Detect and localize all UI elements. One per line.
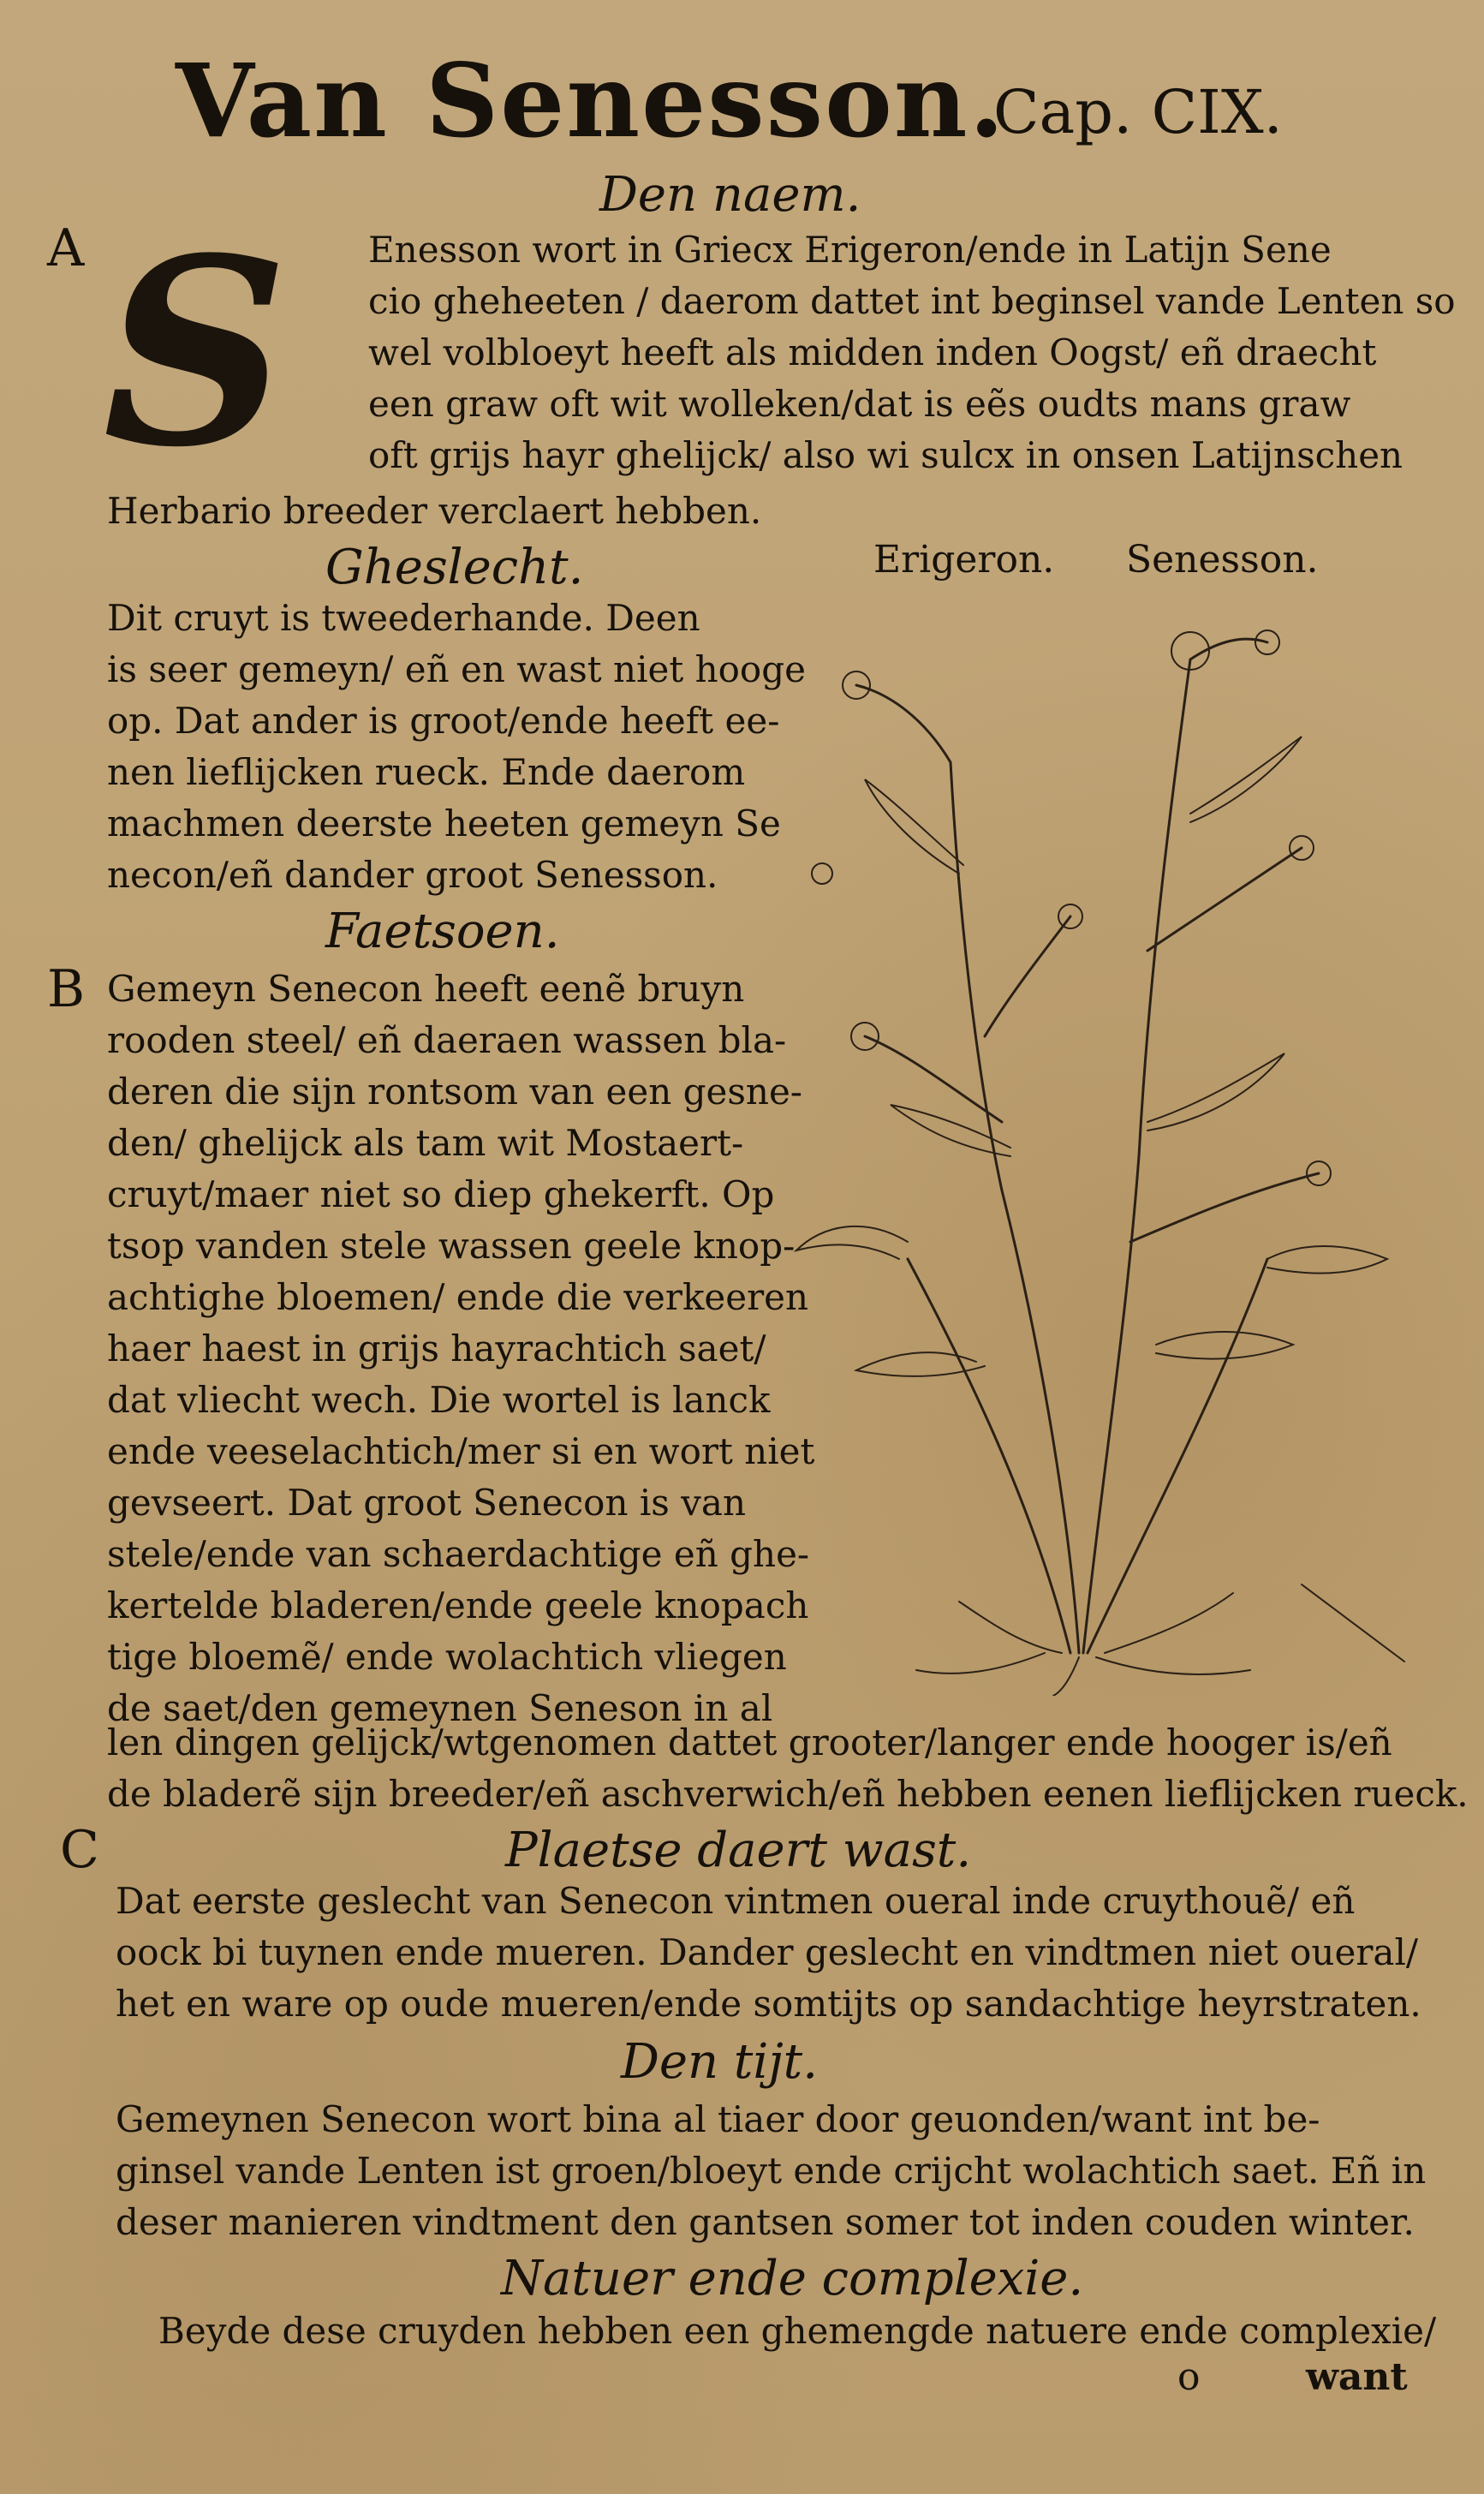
text-line: dat vliecht wech. Die wortel is lanck xyxy=(107,1379,771,1421)
chapter-number: Cap. CIX. xyxy=(993,77,1283,147)
text-line: tsop vanden stele wassen geele knop- xyxy=(107,1225,796,1267)
leaf xyxy=(1156,1332,1293,1359)
text-line: len dingen gelijck/wtgenomen dattet grooter/langer ende hooger is/eñ xyxy=(107,1721,1392,1763)
text-line: de bladerẽ sijn breeder/eñ aschverwich/eñ hebben eenen lieflijcken rueck. xyxy=(107,1773,1469,1815)
text-line: een graw oft wit wolleken/dat is eẽs oudts mans graw xyxy=(368,383,1351,425)
text-line: ende veeselachtich/mer si en wort niet xyxy=(107,1430,815,1472)
caption-senesson: Senesson. xyxy=(1126,538,1319,582)
branch xyxy=(985,916,1070,1036)
text-line: kertelde bladeren/ende geele knopach xyxy=(107,1584,809,1626)
leaf xyxy=(1190,737,1302,822)
text-line: Beyde dese cruyden hebben een ghemengde natuere ende complexie/ xyxy=(158,2310,1437,2352)
text-line: tige bloemẽ/ ende wolachtich vliegen xyxy=(107,1636,787,1678)
text-line: Gemeynen Senecon wort bina al tiaer door geuonden/want int be- xyxy=(116,2098,1320,2140)
heading-naem: Den naem. xyxy=(599,167,861,223)
running-title: Van Senesson. xyxy=(176,41,1006,160)
catchword: want xyxy=(1306,2355,1408,2399)
text-line: Herbario breeder verclaert hebben. xyxy=(107,490,762,532)
text-line: het en ware op oude mueren/ende somtijts op sandachtige heyrstraten. xyxy=(116,1983,1421,2025)
second-stem xyxy=(1083,659,1190,1653)
tijt-paragraph xyxy=(116,2094,1426,2248)
leaf xyxy=(1147,1053,1284,1131)
plaetse-paragraph xyxy=(116,1876,1421,2030)
text-line: oock bi tuynen ende mueren. Dander geslecht en vindtmen niet oueral/ xyxy=(116,1931,1419,1973)
text-line: stele/ende van schaerdachtige eñ ghe- xyxy=(107,1533,810,1575)
leaf xyxy=(1267,1246,1387,1274)
text-line: nen lieflijcken rueck. Ende daerom xyxy=(107,751,746,793)
text-line: deser manieren vindtment den gantsen somer tot inden couden winter. xyxy=(116,2201,1415,2243)
text-line: Enesson wort in Griecx Erigeron/ende in Latijn Sene xyxy=(368,229,1332,271)
text-line: cruyt/maer niet so diep ghekerft. Op xyxy=(107,1173,775,1215)
text-line: Gemeyn Senecon heeft eenẽ bruyn xyxy=(107,968,745,1010)
text-line: rooden steel/ eñ daeraen wassen bla- xyxy=(107,1019,787,1061)
heading-faetsoen: Faetsoen. xyxy=(325,904,560,959)
text-line: cio gheheeten / daerom dattet int beginsel vande Lenten so xyxy=(368,280,1456,322)
natuer-paragraph xyxy=(158,2306,1436,2357)
text-line: achtighe bloemen/ ende die verkeeren xyxy=(107,1276,809,1318)
signature-mark: o xyxy=(1177,2355,1201,2399)
main-stem xyxy=(951,762,1079,1653)
heading-tijt: Den tijt. xyxy=(621,2034,818,2090)
side-stem-right xyxy=(1088,1259,1267,1653)
text-line: deren die sijn rontsom van een gesne- xyxy=(107,1071,802,1113)
text-line: wel volbloeyt heeft als midden inden Oogst/ eñ draecht xyxy=(368,331,1377,373)
decorated-initial: S xyxy=(103,201,289,504)
naem-indented-lines xyxy=(368,224,1456,481)
root xyxy=(1302,1584,1404,1662)
text-line: ginsel vande Lenten ist groen/bloeyt ende crijcht wolachtich saet. Eñ in xyxy=(116,2150,1427,2192)
faetsoen-full-width xyxy=(107,1717,1469,1820)
faetsoen-paragraph xyxy=(107,964,814,1734)
text-line: haer haest in grijs hayrachtich saet/ xyxy=(107,1328,766,1369)
margin-letter-b: B xyxy=(47,959,86,1019)
margin-letter-a: A xyxy=(47,218,85,278)
branch xyxy=(1147,848,1302,951)
heading-natuer: Natuer ende complexie. xyxy=(501,2251,1084,2306)
leaf xyxy=(865,779,963,874)
leaf xyxy=(796,1226,908,1259)
naem-last-line xyxy=(107,486,761,537)
caption-erigeron: Erigeron. xyxy=(873,538,1055,582)
plant-woodcut-illustration xyxy=(788,591,1421,1696)
text-line: gevseert. Dat groot Senecon is van xyxy=(107,1482,746,1524)
text-line: is seer gemeyn/ eñ en wast niet hooge xyxy=(107,648,806,690)
text-line: oft grijs hayr ghelijck/ also wi sulcx in onsen Latijnschen xyxy=(368,434,1404,476)
text-line: Dat eerste geslecht van Senecon vintmen oueral inde cruythouẽ/ eñ xyxy=(116,1880,1356,1922)
text-line: den/ ghelijck als tam wit Mostaert- xyxy=(107,1122,744,1164)
text-line: de saet/den gemeynen Seneson in al xyxy=(107,1687,773,1729)
flower-head xyxy=(812,863,832,884)
upper-branch xyxy=(856,685,951,762)
geslecht-paragraph xyxy=(107,593,806,901)
branch xyxy=(1130,1173,1319,1242)
text-line: machmen deerste heeten gemeyn Se xyxy=(107,802,781,844)
heading-plaetse: Plaetse daert wast. xyxy=(505,1823,972,1878)
side-stem-left xyxy=(908,1259,1070,1653)
margin-letter-c: C xyxy=(60,1820,99,1880)
text-line: op. Dat ander is groot/ende heeft ee- xyxy=(107,700,780,742)
text-line: Dit cruyt is tweederhande. Deen xyxy=(107,597,700,639)
heading-geslecht: Gheslecht. xyxy=(325,540,584,595)
text-line: necon/eñ dander groot Senesson. xyxy=(107,854,718,896)
